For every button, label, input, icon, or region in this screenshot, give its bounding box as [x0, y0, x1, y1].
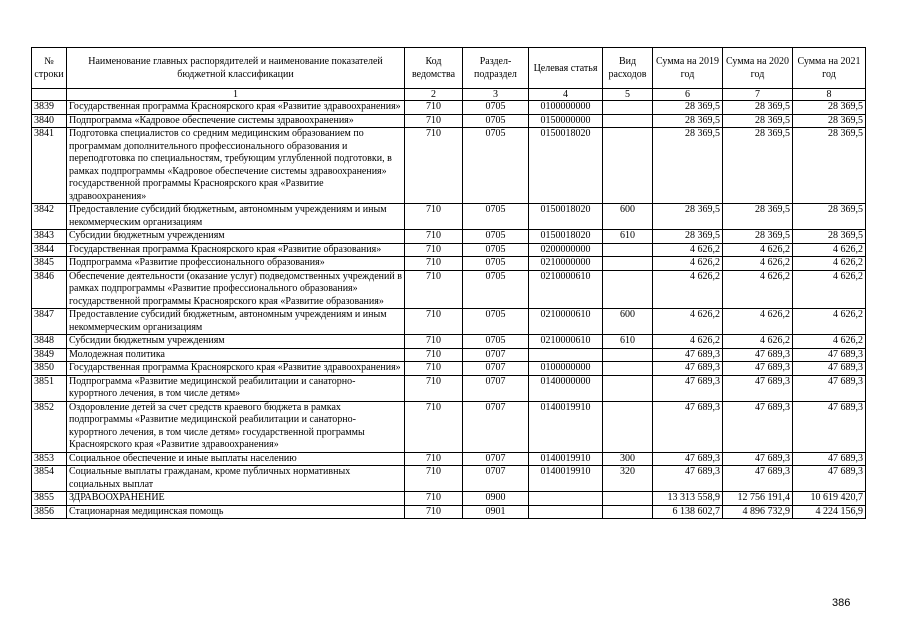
section-code: 0705: [463, 230, 529, 244]
table-row: [32, 362, 866, 376]
expense-type: 610: [603, 230, 653, 244]
table-row: [32, 114, 866, 128]
row-name: ЗДРАВООХРАНЕНИЕ: [67, 492, 405, 506]
department-code: 710: [405, 101, 463, 115]
section-code: 0707: [463, 375, 529, 401]
sum-2021: 28 369,5: [793, 230, 866, 244]
page-number: 386: [832, 597, 851, 609]
sum-2020: 47 689,3: [723, 466, 793, 492]
row-name: Предоставление субсидий бюджетным, автономным учреждениям и иным некоммерческим организациям: [67, 309, 405, 335]
sum-2020: 4 626,2: [723, 335, 793, 349]
department-code: 710: [405, 128, 463, 204]
target-article: 0100000000: [529, 101, 603, 115]
table-row: [32, 492, 866, 506]
row-name: Государственная программа Красноярского края «Развитие образования»: [67, 243, 405, 257]
sum-2019: 4 626,2: [653, 335, 723, 349]
row-number: 3853: [32, 452, 67, 466]
department-code: 710: [405, 492, 463, 506]
column-number: 8: [793, 89, 866, 101]
row-name: Субсидии бюджетным учреждениям: [67, 335, 405, 349]
sum-2020: 47 689,3: [723, 348, 793, 362]
row-number: 3844: [32, 243, 67, 257]
target-article: [529, 348, 603, 362]
expense-type: [603, 348, 653, 362]
header-row-number: № строки: [32, 48, 67, 89]
sum-2021: 28 369,5: [793, 204, 866, 230]
table-row: [32, 257, 866, 271]
sum-2020: 28 369,5: [723, 101, 793, 115]
table-row: [32, 375, 866, 401]
sum-2021: 47 689,3: [793, 375, 866, 401]
sum-2021: 47 689,3: [793, 362, 866, 376]
section-code: 0707: [463, 401, 529, 452]
target-article: 0150018020: [529, 128, 603, 204]
header-target-article: Целевая статья: [529, 48, 603, 89]
table-row: [32, 348, 866, 362]
expense-type: [603, 101, 653, 115]
sum-2019: 4 626,2: [653, 257, 723, 271]
department-code: 710: [405, 401, 463, 452]
column-number: 4: [529, 89, 603, 101]
row-number: 3849: [32, 348, 67, 362]
row-name: Молодежная политика: [67, 348, 405, 362]
department-code: 710: [405, 114, 463, 128]
department-code: 710: [405, 452, 463, 466]
row-number: 3850: [32, 362, 67, 376]
sum-2020: 47 689,3: [723, 375, 793, 401]
header-row: [32, 48, 866, 89]
expense-type: [603, 375, 653, 401]
sum-2021: 47 689,3: [793, 452, 866, 466]
sum-2021: 28 369,5: [793, 114, 866, 128]
section-code: 0707: [463, 362, 529, 376]
column-number: 6: [653, 89, 723, 101]
sum-2021: 28 369,5: [793, 128, 866, 204]
sum-2020: 47 689,3: [723, 362, 793, 376]
sum-2021: 47 689,3: [793, 466, 866, 492]
target-article: 0150000000: [529, 114, 603, 128]
row-number: 3843: [32, 230, 67, 244]
row-number: 3848: [32, 335, 67, 349]
expense-type: [603, 492, 653, 506]
row-name: Обеспечение деятельности (оказание услуг) подведомственных учреждений в рамках подпрограммы «Развитие профессионального образования» государственной программы Красноярского края «Развитие образования»: [67, 270, 405, 309]
department-code: 710: [405, 204, 463, 230]
section-code: 0900: [463, 492, 529, 506]
target-article: [529, 505, 603, 519]
row-name: Подпрограмма «Развитие медицинской реабилитации и санаторно-курортного лечения, в том числе детям»: [67, 375, 405, 401]
department-code: 710: [405, 257, 463, 271]
section-code: 0705: [463, 101, 529, 115]
sum-2019: 28 369,5: [653, 230, 723, 244]
sum-2020: 28 369,5: [723, 128, 793, 204]
section-code: 0707: [463, 348, 529, 362]
table-row: [32, 452, 866, 466]
sum-2019: 28 369,5: [653, 204, 723, 230]
sum-2019: 6 138 602,7: [653, 505, 723, 519]
target-article: 0150018020: [529, 204, 603, 230]
department-code: 710: [405, 335, 463, 349]
expense-type: 300: [603, 452, 653, 466]
target-article: 0140000000: [529, 375, 603, 401]
expense-type: [603, 243, 653, 257]
row-name: Стационарная медицинская помощь: [67, 505, 405, 519]
row-number: 3842: [32, 204, 67, 230]
table-row: [32, 270, 866, 309]
row-number: 3846: [32, 270, 67, 309]
expense-type: [603, 114, 653, 128]
sum-2021: 47 689,3: [793, 401, 866, 452]
row-name: Оздоровление детей за счет средств краевого бюджета в рамках подпрограммы «Развитие медицинской реабилитации и санаторно-курортного лечения, в том числе детям» государственной программы Красноярского края «Развитие здравоохранения»: [67, 401, 405, 452]
column-number: 3: [463, 89, 529, 101]
table-row: [32, 401, 866, 452]
sum-2019: 47 689,3: [653, 466, 723, 492]
row-name: Государственная программа Красноярского края «Развитие здравоохранения»: [67, 101, 405, 115]
section-code: 0705: [463, 257, 529, 271]
department-code: 710: [405, 375, 463, 401]
expense-type: 600: [603, 309, 653, 335]
section-code: 0705: [463, 204, 529, 230]
table-row: [32, 243, 866, 257]
sum-2020: 28 369,5: [723, 114, 793, 128]
column-number: 2: [405, 89, 463, 101]
expense-type: [603, 505, 653, 519]
sum-2020: 4 626,2: [723, 270, 793, 309]
expense-type: [603, 128, 653, 204]
expense-type: 600: [603, 204, 653, 230]
sum-2019: 28 369,5: [653, 128, 723, 204]
sum-2020: 47 689,3: [723, 401, 793, 452]
header-expense-type: Вид расходов: [603, 48, 653, 89]
header-sum-2020: Сумма на 2020 год: [723, 48, 793, 89]
target-article: 0140019910: [529, 452, 603, 466]
target-article: 0210000000: [529, 257, 603, 271]
table-row: [32, 230, 866, 244]
department-code: 710: [405, 362, 463, 376]
sum-2021: 4 224 156,9: [793, 505, 866, 519]
header-sum-2019: Сумма на 2019 год: [653, 48, 723, 89]
department-code: 710: [405, 243, 463, 257]
sum-2021: 10 619 420,7: [793, 492, 866, 506]
expense-type: [603, 270, 653, 309]
row-number: 3840: [32, 114, 67, 128]
sum-2020: 47 689,3: [723, 452, 793, 466]
row-number: 3845: [32, 257, 67, 271]
sum-2019: 47 689,3: [653, 348, 723, 362]
table-row: [32, 309, 866, 335]
row-number: 3841: [32, 128, 67, 204]
sum-2019: 4 626,2: [653, 243, 723, 257]
section-code: 0707: [463, 466, 529, 492]
sum-2020: 4 896 732,9: [723, 505, 793, 519]
department-code: 710: [405, 466, 463, 492]
section-code: 0707: [463, 452, 529, 466]
sum-2019: 47 689,3: [653, 375, 723, 401]
table-row: [32, 466, 866, 492]
target-article: 0210000610: [529, 335, 603, 349]
sum-2019: 47 689,3: [653, 362, 723, 376]
header-section: Раздел-подраздел: [463, 48, 529, 89]
sum-2021: 47 689,3: [793, 348, 866, 362]
sum-2019: 28 369,5: [653, 101, 723, 115]
sum-2019: 4 626,2: [653, 309, 723, 335]
row-number: 3854: [32, 466, 67, 492]
row-number: 3855: [32, 492, 67, 506]
row-name: Подпрограмма «Кадровое обеспечение системы здравоохранения»: [67, 114, 405, 128]
section-code: 0705: [463, 243, 529, 257]
table-row: [32, 335, 866, 349]
expense-type: [603, 362, 653, 376]
sum-2019: 28 369,5: [653, 114, 723, 128]
sum-2019: 47 689,3: [653, 452, 723, 466]
sum-2019: 47 689,3: [653, 401, 723, 452]
header-name: Наименование главных распорядителей и наименование показателей бюджетной классификации: [67, 48, 405, 89]
sum-2020: 4 626,2: [723, 243, 793, 257]
target-article: 0200000000: [529, 243, 603, 257]
department-code: 710: [405, 309, 463, 335]
sum-2021: 4 626,2: [793, 270, 866, 309]
target-article: 0210000610: [529, 270, 603, 309]
budget-table: [31, 47, 866, 519]
department-code: 710: [405, 348, 463, 362]
row-number: 3839: [32, 101, 67, 115]
row-number: 3851: [32, 375, 67, 401]
department-code: 710: [405, 505, 463, 519]
target-article: 0100000000: [529, 362, 603, 376]
sum-2021: 4 626,2: [793, 243, 866, 257]
section-code: 0705: [463, 128, 529, 204]
row-number: 3847: [32, 309, 67, 335]
row-name: Государственная программа Красноярского края «Развитие здравоохранения»: [67, 362, 405, 376]
row-number: 3852: [32, 401, 67, 452]
sum-2020: 12 756 191,4: [723, 492, 793, 506]
expense-type: [603, 401, 653, 452]
sum-2020: 28 369,5: [723, 230, 793, 244]
expense-type: [603, 257, 653, 271]
sum-2021: 4 626,2: [793, 335, 866, 349]
sum-2020: 4 626,2: [723, 309, 793, 335]
section-code: 0705: [463, 114, 529, 128]
sum-2021: 28 369,5: [793, 101, 866, 115]
target-article: [529, 492, 603, 506]
row-name: Предоставление субсидий бюджетным, автономным учреждениям и иным некоммерческим организациям: [67, 204, 405, 230]
column-numbers-row: [32, 89, 866, 101]
table-row: [32, 505, 866, 519]
sum-2019: 4 626,2: [653, 270, 723, 309]
column-number: 1: [67, 89, 405, 101]
row-name: Субсидии бюджетным учреждениям: [67, 230, 405, 244]
target-article: 0140019910: [529, 466, 603, 492]
sum-2021: 4 626,2: [793, 257, 866, 271]
table-row: [32, 128, 866, 204]
table-row: [32, 204, 866, 230]
expense-type: 320: [603, 466, 653, 492]
row-name: Социальное обеспечение и иные выплаты населению: [67, 452, 405, 466]
header-department-code: Код ведомства: [405, 48, 463, 89]
column-number: [32, 89, 67, 101]
target-article: 0210000610: [529, 309, 603, 335]
table-row: [32, 101, 866, 115]
sum-2019: 13 313 558,9: [653, 492, 723, 506]
sum-2021: 4 626,2: [793, 309, 866, 335]
row-number: 3856: [32, 505, 67, 519]
expense-type: 610: [603, 335, 653, 349]
header-sum-2021: Сумма на 2021 год: [793, 48, 866, 89]
sum-2020: 4 626,2: [723, 257, 793, 271]
section-code: 0705: [463, 309, 529, 335]
section-code: 0901: [463, 505, 529, 519]
target-article: 0150018020: [529, 230, 603, 244]
sum-2020: 28 369,5: [723, 204, 793, 230]
column-number: 5: [603, 89, 653, 101]
row-name: Подпрограмма «Развитие профессионального образования»: [67, 257, 405, 271]
row-name: Социальные выплаты гражданам, кроме публичных нормативных социальных выплат: [67, 466, 405, 492]
department-code: 710: [405, 230, 463, 244]
section-code: 0705: [463, 270, 529, 309]
department-code: 710: [405, 270, 463, 309]
target-article: 0140019910: [529, 401, 603, 452]
section-code: 0705: [463, 335, 529, 349]
row-name: Подготовка специалистов со средним медицинским образованием по программам дополнительного профессионального образования и переподготовка по специальностям, требующим углубленной подготовки, в рамках подпрограммы «Кадровое обеспечение системы здравоохранения» государственной программы Красноярского края «Развитие здравоохранения»: [67, 128, 405, 204]
column-number: 7: [723, 89, 793, 101]
